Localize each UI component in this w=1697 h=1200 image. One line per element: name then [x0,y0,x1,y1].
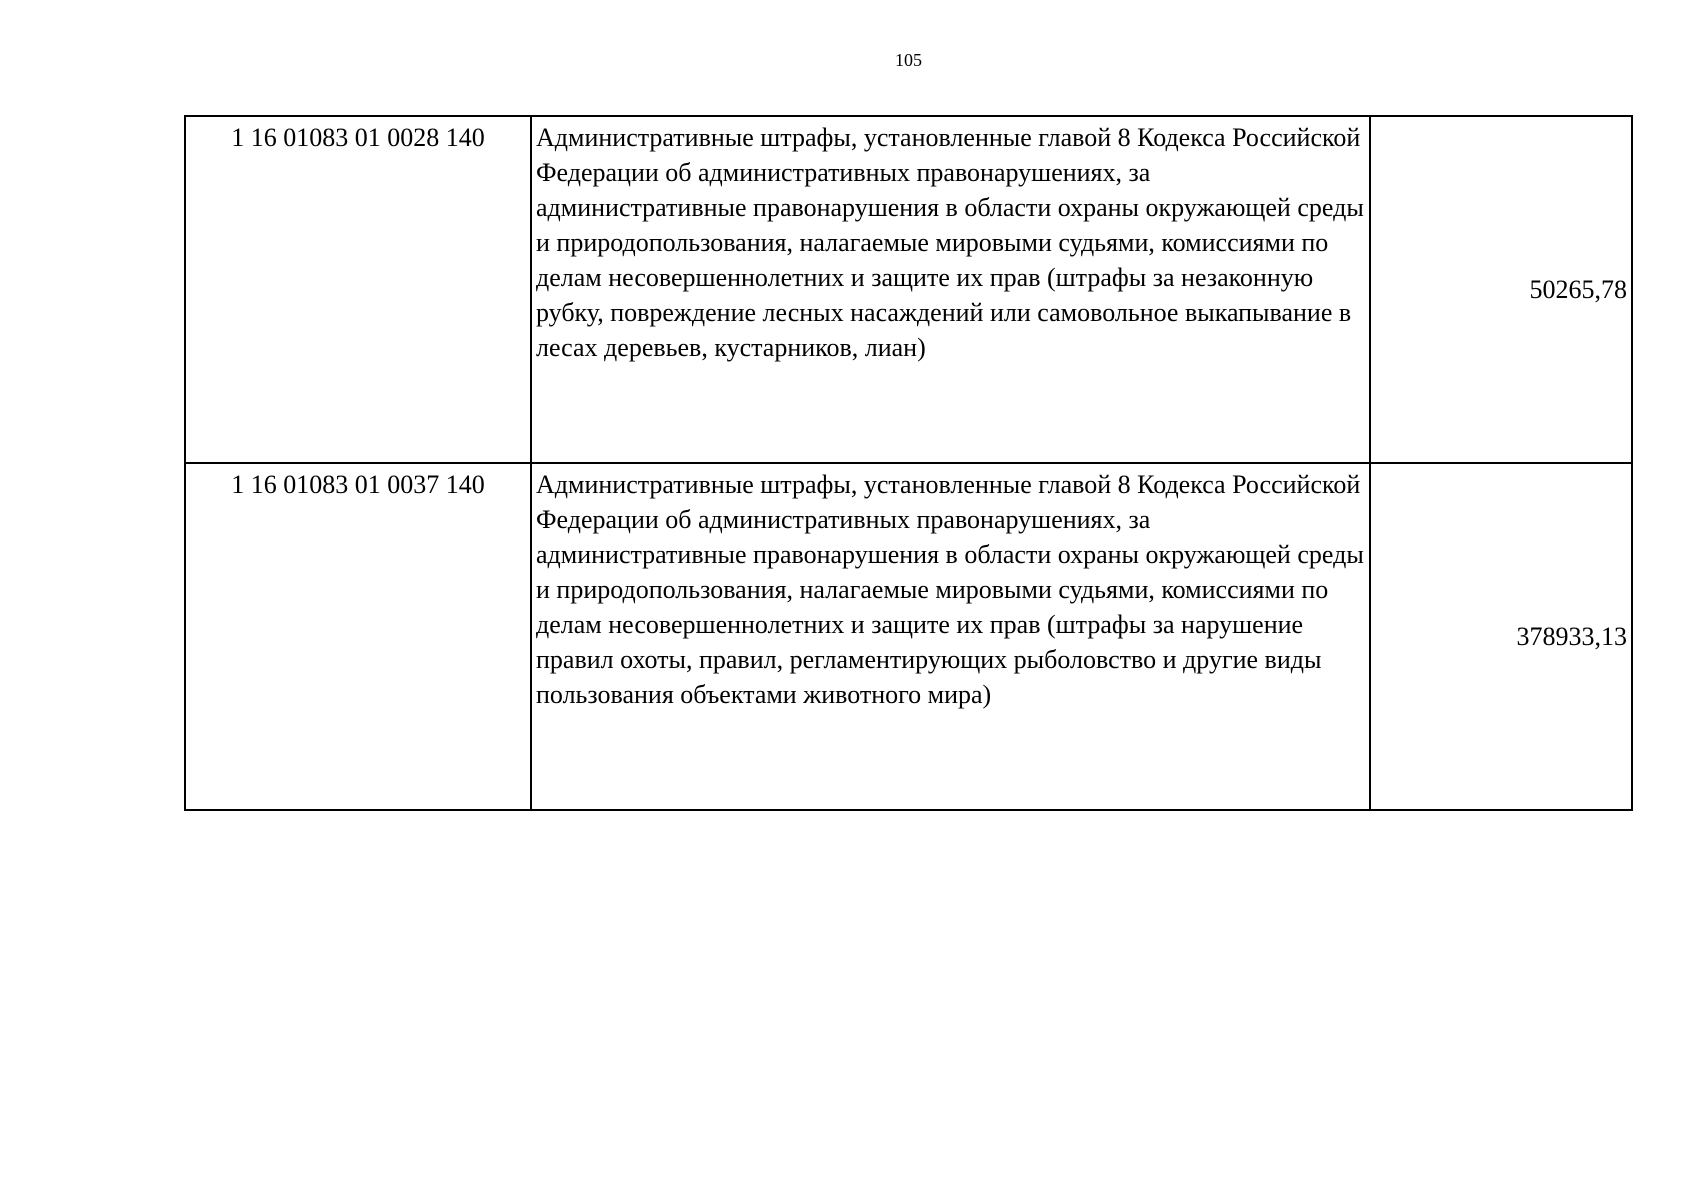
page-number: 105 [895,50,922,70]
budget-code-cell: 1 16 01083 01 0028 140 [185,116,531,463]
description-cell: Административные штрафы, установленные главой 8 Кодекса Российской Федерации об административных правонарушениях, за административные правонарушения в области охраны окружающей среды и природопользования, налагаемые мировыми судьями, комиссиями по делам несовершеннолетних и защите их прав (штрафы за незаконную рубку, повреждение лесных насаждений или самовольное выкапывание в лесах деревьев, кустарников, лиан) [531,116,1370,463]
table-row [185,116,1632,463]
amount-cell: 50265,78 [1370,116,1632,463]
table-row [185,463,1632,810]
revenue-table [184,115,1633,811]
budget-code-cell: 1 16 01083 01 0037 140 [185,463,531,810]
amount-cell: 378933,13 [1370,463,1632,810]
description-cell: Административные штрафы, установленные главой 8 Кодекса Российской Федерации об административных правонарушениях, за административные правонарушения в области охраны окружающей среды и природопользования, налагаемые мировыми судьями, комиссиями по делам несовершеннолетних и защите их прав (штрафы за нарушение правил охоты, правил, регламентирующих рыболовство и другие виды пользования объектами животного мира) [531,463,1370,810]
